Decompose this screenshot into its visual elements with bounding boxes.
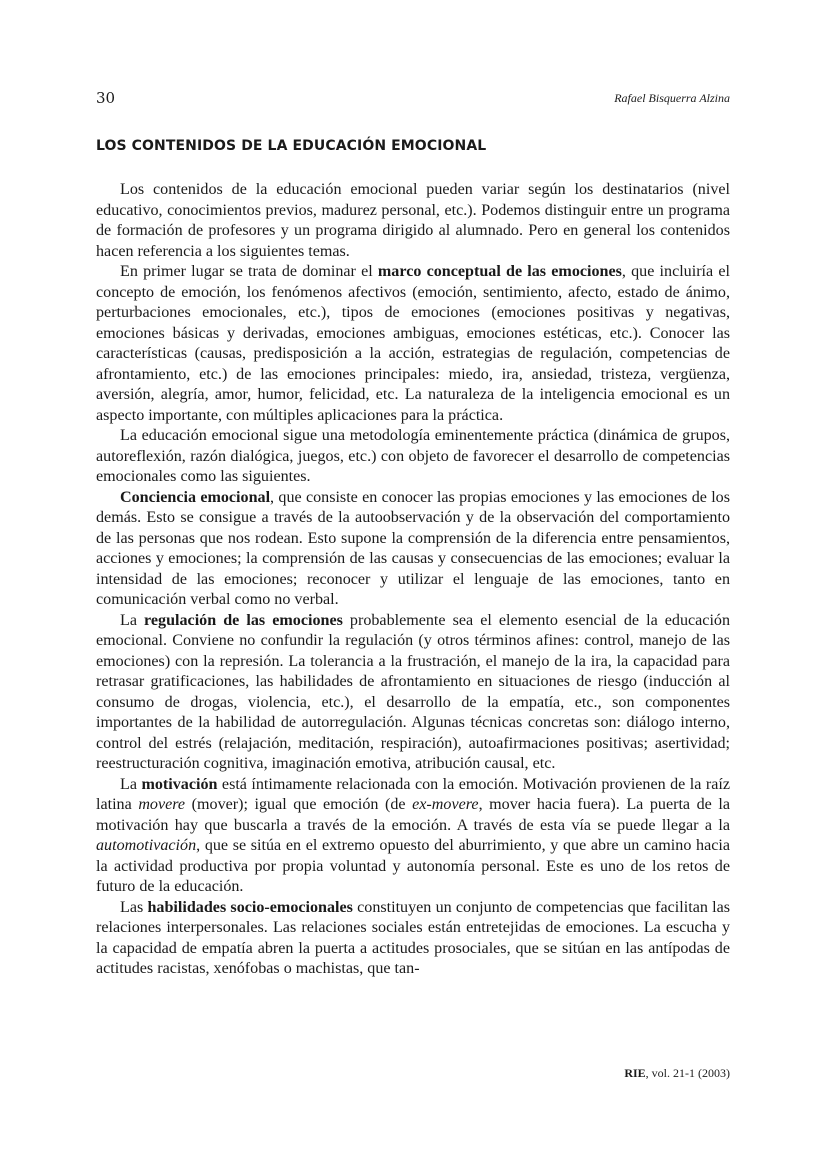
bold-term: marco conceptual de las emociones: [377, 263, 622, 280]
paragraph: Las habilidades socio-emocionales constituyen un conjunto de competencias que facilitan las relaciones interpersonales. Las relaciones sociales están entretejidas de emociones. La escucha y la capacidad de empatía abren la puerta a actitudes prosociales, que se sitúan en las antípodas de actitudes racistas, xenófobas o machistas, que tan-: [96, 898, 730, 977]
paragraph: La educación emocional sigue una metodología eminentemente práctica (dinámica de grupos, autoreflexión, razón dialógica, juegos, etc.) con objeto de favorecer el desarrollo de competencias emocionales como las siguientes.: [96, 427, 730, 485]
paragraph: Conciencia emocional, que consiste en conocer las propias emociones y las emociones de los demás. Esto se consigue a través de la autoobservación y de la observación del comportamiento de las personas que nos rodean. Esto supone la comprensión de la diferencia entre pensamientos, acciones y emociones; la comprensión de las causas y consecuencias de las emociones; evaluar la intensidad de las emociones; reconocer y utilizar el lenguaje de las emociones, tanto en comunicación verbal como no verbal.: [96, 488, 730, 608]
bold-term: habilidades socio-emocionales: [147, 898, 353, 916]
page-number: 30: [96, 89, 116, 107]
italic-term: automotivación: [96, 837, 197, 854]
body-text: [96, 180, 730, 980]
section-heading: LOS CONTENIDOS DE LA EDUCACIÓN EMOCIONAL: [96, 138, 487, 154]
paragraph: La motivación está íntimamente relacionada con la emoción. Motivación provienen de la raíz latina movere (mover); igual que emoción (de ex-movere, mover hacia fuera). La puerta de la motivación hay que buscarla a través de la emoción. A través de esta vía se puede llegar a la automotivación, que se sitúa en el extremo opuesto del aburrimiento, y que abre un camino hacia la actividad productiva por propia voluntad y autonomía personal. Este es uno de los retos de futuro de la educación.: [96, 775, 730, 895]
italic-term: ex-movere: [412, 796, 479, 813]
bold-term: regulación de las emociones: [144, 611, 343, 629]
paragraph: Los contenidos de la educación emocional pueden variar según los destinatarios (nivel educativo, conocimientos previos, madurez personal, etc.). Podemos distinguir entre un programa de formación de profesores y un programa dirigido al alumnado. Pero en general los contenidos hacen referencia a los siguientes temas.: [96, 181, 730, 260]
bold-term: motivación: [141, 775, 218, 793]
running-head-author: Rafael Bisquerra Alzina: [614, 91, 730, 105]
paragraph: En primer lugar se trata de dominar el marco conceptual de las emociones, que incluiría el concepto de emoción, los fenómenos afectivos (emoción, sentimiento, afecto, estado de ánimo, perturbaciones emocionales, etc.), tipos de emociones (emociones positivas y negativas, emociones básicas y derivadas, emociones ambiguas, emociones estéticas, etc.). Conocer las características (causas, predisposición a la acción, estrategias de regulación, competencias de afrontamiento, etc.) de las emociones principales: miedo, ira, ansiedad, tristeza, vergüenza, aversión, alegría, amor, humor, felicidad, etc. La naturaleza de la inteligencia emocional es un aspecto importante, con múltiples aplicaciones para la práctica.: [96, 263, 730, 424]
bold-term: Conciencia emocional: [120, 488, 271, 506]
paragraph: La regulación de las emociones probablemente sea el elemento esencial de la educación emocional. Conviene no confundir la regulación (y otros términos afines: control, manejo de las emociones) con la represión. La tolerancia a la frustración, el manejo de la ira, la capacidad para retrasar gratificaciones, las habilidades de afrontamiento en situaciones de riesgo (inducción al consumo de drogas, violencia, etc.), el desarrollo de la empatía, etc., son componentes importantes de la habilidad de autorregulación. Algunas técnicas concretas son: diálogo interno, control del estrés (relajación, meditación, respiración), autoafirmaciones positivas; asertividad; reestructuración cognitiva, imaginación emotiva, atribución causal, etc.: [96, 611, 731, 772]
journal-abbreviation: RIE: [624, 1066, 646, 1080]
italic-term: movere: [138, 796, 186, 813]
journal-citation: , vol. 21-1 (2003): [645, 1066, 730, 1080]
page-header: [96, 89, 730, 111]
page-footer: [624, 1066, 730, 1081]
